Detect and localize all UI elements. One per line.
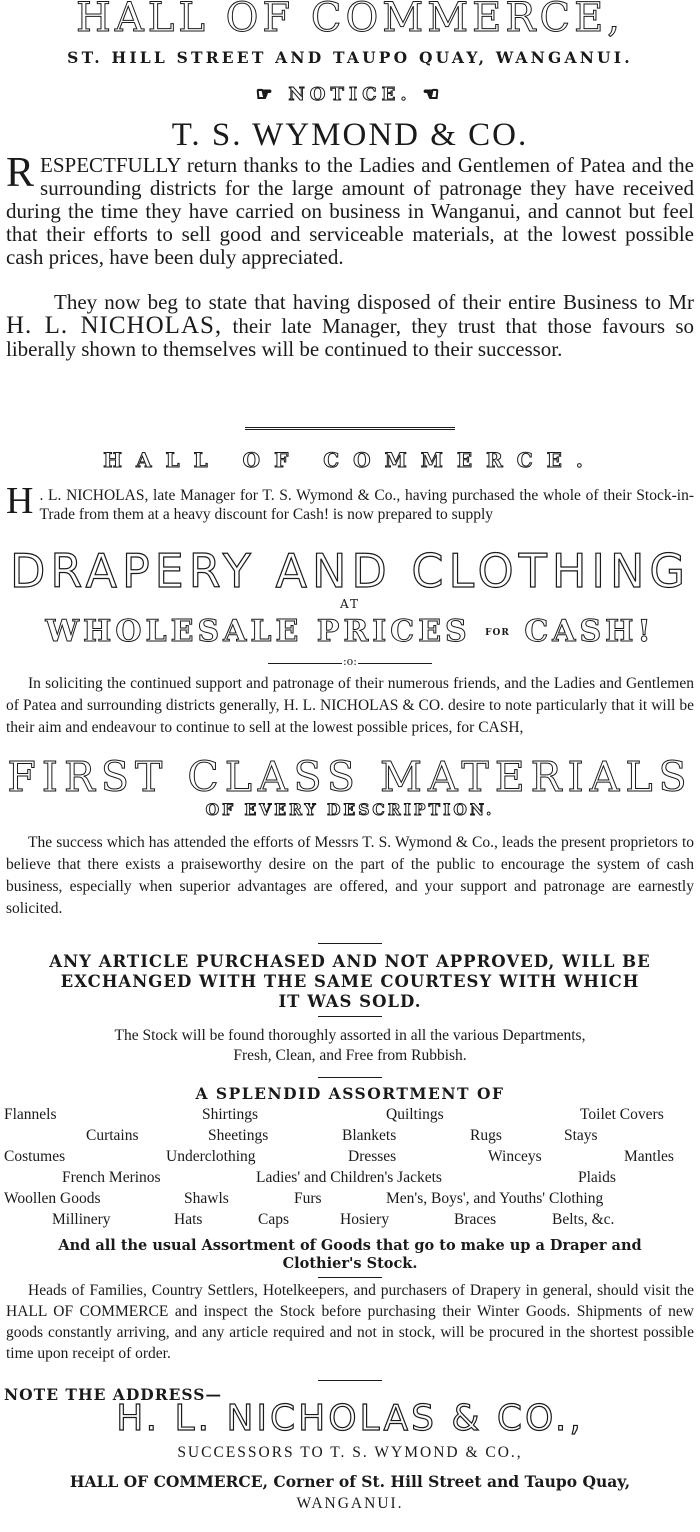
- nicholas-firm-name: H. L. NICHOLAS & CO.,: [116, 1398, 584, 1439]
- successor-text-after: their late Manager, they trust that those favours so liberally shown to themselves will be continued to their successor.: [6, 314, 694, 361]
- goods-row: [0, 1106, 700, 1128]
- for-label: FOR: [485, 628, 510, 638]
- goods-item: Dresses: [348, 1148, 397, 1165]
- wholesale-prices-text: WHOLESALE PRICES: [45, 614, 471, 649]
- goods-item: Winceys: [488, 1148, 542, 1165]
- intro-text: . L. NICHOLAS, late Manager for T. S. Wymond & Co., having purchased the whole of their Stock-in-Trade from them at a heavy discount for Cash! is now prepared to supply: [39, 487, 694, 523]
- goods-item: Caps: [258, 1211, 289, 1228]
- masthead-address: ST. HILL STREET AND TAUPO QUAY, WANGANUI.: [67, 48, 633, 67]
- goods-item: French Merinos: [62, 1169, 161, 1186]
- thanks-text: ESPECTFULLY return thanks to the Ladies and Gentlemen of Patea and the surrounding districts for the large amount of patronage they have received during the time they have carried on business in Wanganui, and cannot but feel that their efforts to sell good and serviceable materials, at the lowest possible cash prices, have been duly appreciated.: [6, 154, 694, 269]
- goods-item: Mantles: [624, 1148, 674, 1165]
- successor-name: H. L. NICHOLAS,: [6, 312, 223, 339]
- at-label: AT: [339, 597, 360, 611]
- goods-item: Hats: [174, 1211, 203, 1228]
- goods-item: Curtains: [86, 1127, 139, 1144]
- goods-item: Flannels: [4, 1106, 57, 1123]
- heads-of-families-paragraph: Heads of Families, Country Settlers, Hotelkeepers, and purchasers of Drapery in general, should visit the HALL OF COMMERCE and inspect the Stock before purchasing their Winter Goods. Shipments of new goods constantly arriving, and any article required and not in stock, will be procured in the shortest possible time upon receipt of order.: [6, 1282, 694, 1362]
- assortment-heading: A SPLENDID ASSORTMENT OF: [195, 1084, 505, 1103]
- goods-item: Furs: [294, 1190, 322, 1207]
- footer-address-line-2: WANGANUI.: [296, 1495, 404, 1512]
- success-paragraph: The success which has attended the efforts of Messrs T. S. Wymond & Co., leads the present proprietors to believe that there exists a praiseworthy desire on the part of the public to encourage the system of cash business, especially when superior advantages are offered, and your support and patronage are earnestly solicited.: [6, 834, 694, 917]
- goods-item: Millinery: [52, 1211, 111, 1228]
- wymond-thanks-paragraph: [6, 154, 694, 294]
- wholesale-prices-heading: [0, 614, 700, 651]
- drapery-and-clothing-heading: DRAPERY AND CLOTHING: [9, 544, 691, 598]
- goods-item: Costumes: [4, 1148, 66, 1165]
- goods-item: Quiltings: [386, 1106, 444, 1123]
- every-description-heading: OF EVERY DESCRIPTION.: [205, 800, 495, 819]
- divider-right: [358, 663, 432, 664]
- goods-item: Blankets: [342, 1127, 397, 1144]
- goods-row: [0, 1169, 700, 1191]
- nicholas-intro-paragraph: [6, 486, 694, 550]
- goods-item: Shawls: [184, 1190, 229, 1207]
- goods-item: Woollen Goods: [4, 1190, 101, 1207]
- goods-item: Ladies' and Children's Jackets: [256, 1169, 442, 1186]
- successor-text-before: They now beg to state that having disposed of their entire Business to Mr: [54, 291, 694, 314]
- masthead-title: HALL OF COMMERCE,: [75, 0, 625, 41]
- goods-item: Shirtings: [202, 1106, 258, 1123]
- rule-above-article: [318, 943, 382, 944]
- first-class-materials-heading: FIRST CLASS MATERIALS: [7, 753, 693, 801]
- section-divider: [245, 427, 455, 430]
- goods-row: [0, 1211, 700, 1233]
- stock-line-2: Fresh, Clean, and Free from Rubbish.: [233, 1047, 467, 1064]
- divider-mark: :o:: [342, 655, 358, 668]
- drop-cap-h: H: [6, 486, 34, 522]
- goods-row: [0, 1190, 700, 1212]
- stock-line-1: The Stock will be found thoroughly assorted in all the various Departments,: [114, 1027, 586, 1044]
- successors-line: SUCCESSORS TO T. S. WYMOND & CO.,: [177, 1444, 523, 1461]
- goods-item: Braces: [454, 1211, 497, 1228]
- article-exchange-line-2: EXCHANGED WITH THE SAME COURTESY WITH WHICH: [60, 972, 640, 991]
- soliciting-paragraph: In soliciting the continued support and patronage of their numerous friends, and the Ladies and Gentlemen of Patea and surrounding districts generally, H. L. NICHOLAS & CO. desire to note particularly that it will be their aim and endeavour to continue to sell at the lowest possible prices, for CASH,: [6, 675, 694, 736]
- goods-item: Stays: [564, 1127, 598, 1144]
- usual-assortment-line-1: And all the usual Assortment of Goods that go to make up a Draper and: [58, 1237, 642, 1254]
- goods-item: Plaids: [578, 1169, 616, 1186]
- goods-row: [0, 1148, 700, 1170]
- article-exchange-line-3: IT WAS SOLD.: [278, 992, 422, 1011]
- rule-above-heads: [318, 1277, 382, 1278]
- rule-above-address: [318, 1380, 382, 1381]
- note-the-address: NOTE THE ADDRESS—: [4, 1385, 222, 1404]
- article-exchange-line-1: ANY ARTICLE PURCHASED AND NOT APPROVED, WILL BE: [49, 952, 651, 971]
- rule-above-assortment: [318, 1077, 382, 1078]
- goods-item: Sheetings: [208, 1127, 269, 1144]
- goods-item: Underclothing: [166, 1148, 256, 1165]
- footer-address-line-1: HALL OF COMMERCE, Corner of St. Hill Street and Taupo Quay,: [69, 1472, 631, 1491]
- goods-item: Toilet Covers: [580, 1106, 664, 1123]
- wymond-successor-paragraph: [6, 291, 694, 383]
- goods-item: Hosiery: [340, 1211, 390, 1228]
- rule-below-article: [318, 1016, 382, 1017]
- usual-assortment-line-2: Clothier's Stock.: [282, 1255, 418, 1272]
- hall-of-commerce-heading: HALL OF COMMERCE.: [103, 448, 597, 472]
- goods-item: Rugs: [470, 1127, 502, 1144]
- wymond-firm-name: T. S. WYMOND & CO.: [171, 117, 529, 153]
- cash-text: CASH!: [524, 614, 655, 649]
- goods-row: [0, 1127, 700, 1149]
- goods-item: Men's, Boys', and Youths' Clothing: [386, 1190, 604, 1207]
- goods-item: Belts, &c.: [552, 1211, 615, 1228]
- drop-cap-r: R: [6, 154, 35, 196]
- notice-label: ☞ NOTICE. ☜: [255, 84, 445, 105]
